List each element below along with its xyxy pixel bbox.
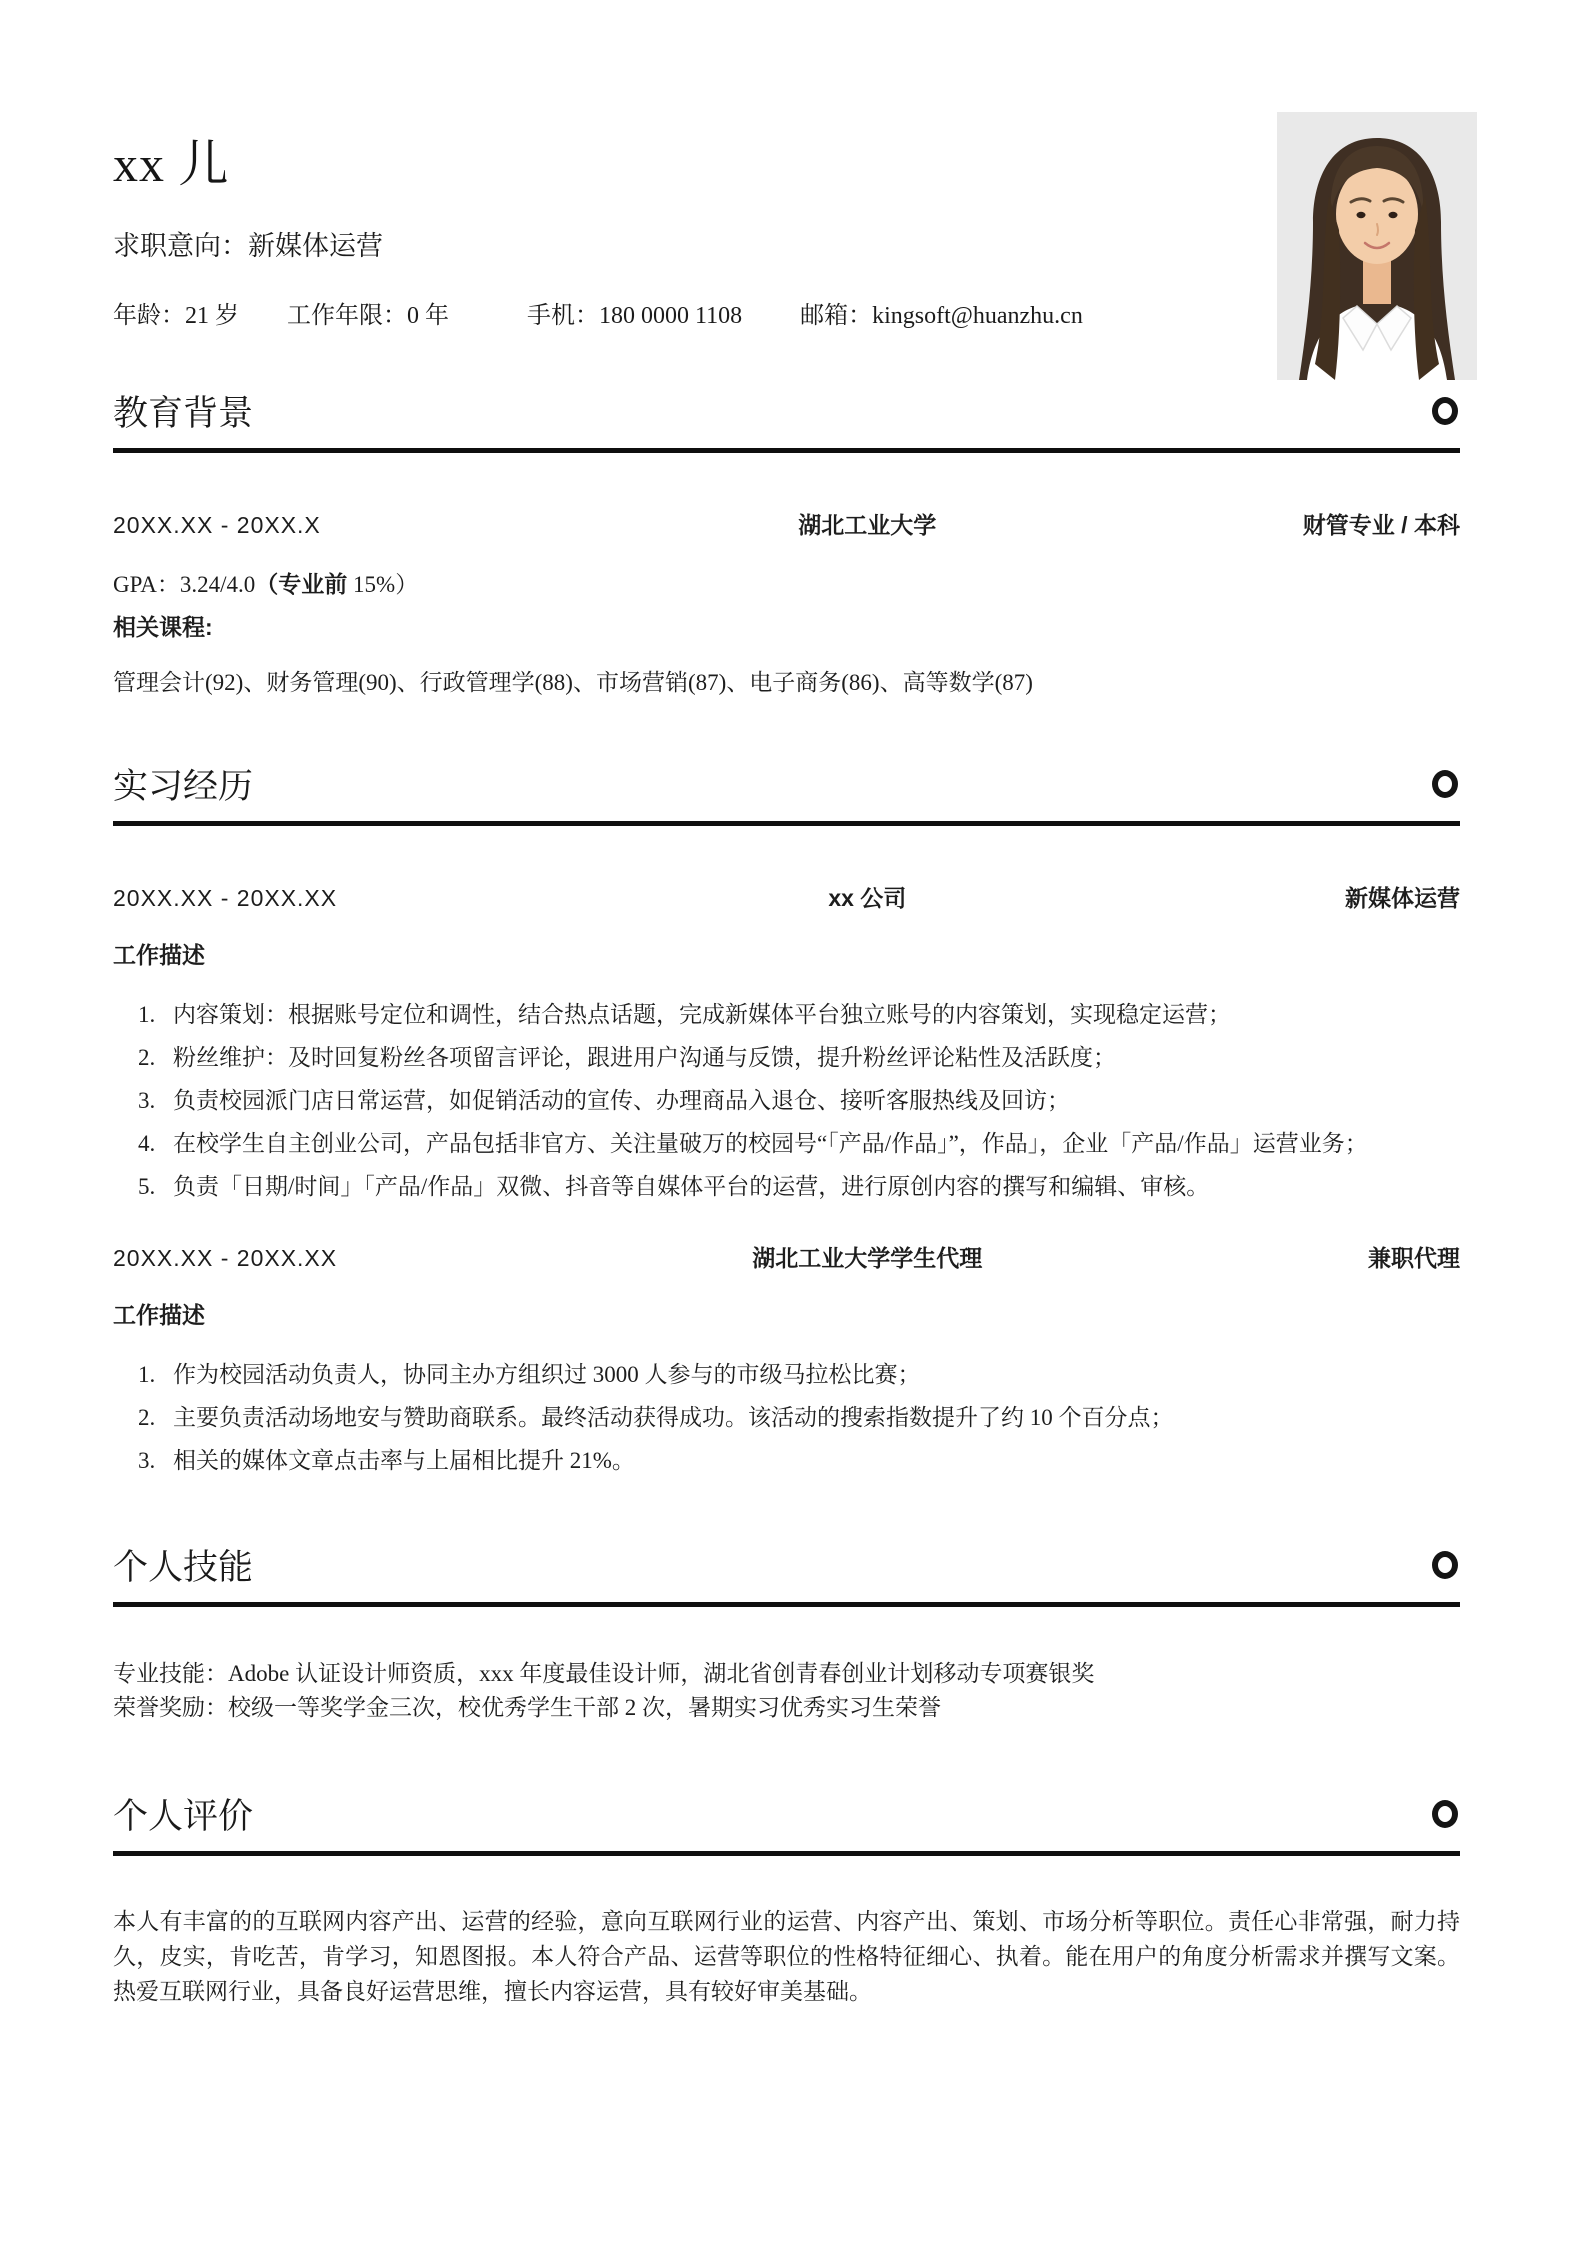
section-divider bbox=[113, 1602, 1460, 1607]
section-header-evaluation bbox=[113, 1789, 1460, 1839]
education-entry-row bbox=[113, 507, 1460, 540]
gpa-line bbox=[113, 566, 1460, 599]
circle-ring-icon bbox=[1432, 770, 1458, 798]
section-internship bbox=[113, 759, 1460, 1478]
duty-item: 1. 作为校园活动负责人，协同主办方组织过 3000 人参与的市级马拉松比赛； bbox=[161, 1358, 1460, 1392]
candidate-name: xx 儿 bbox=[113, 136, 230, 192]
section-divider bbox=[113, 448, 1460, 453]
circle-ring-icon bbox=[1432, 397, 1458, 425]
contact-email: 邮箱：kingsoft@huanzhu.cn bbox=[800, 302, 1083, 329]
duty-item: 5. 负责「日期/时间」「产品/作品」双微、抖音等自媒体平台的运营，进行原创内容的撰写和编辑、审核。 bbox=[161, 1170, 1460, 1204]
job-role: 兼职代理 bbox=[1367, 1244, 1460, 1271]
contact-experience: 工作年限：0 年 bbox=[287, 302, 449, 329]
section-title-evaluation: 个人评价 bbox=[113, 1796, 254, 1836]
section-header-skills bbox=[113, 1540, 1460, 1590]
job-description-label: 工作描述 bbox=[113, 941, 205, 968]
job-description-label: 工作描述 bbox=[113, 1301, 205, 1328]
gpa-value: GPA：3.24/4.0 bbox=[113, 571, 256, 597]
job-period: 20XX.XX - 20XX.XX bbox=[113, 884, 338, 911]
job-entry-row bbox=[113, 880, 1460, 913]
contact-phone: 手机：180 0000 1108 bbox=[527, 302, 743, 329]
duty-item: 2. 粉丝维护：及时回复粉丝各项留言评论，跟进用户沟通与反馈，提升粉丝评论粘性及活跃度； bbox=[161, 1041, 1460, 1075]
skills-text bbox=[113, 1657, 1460, 1725]
job-company: xx 公司 bbox=[828, 884, 907, 911]
gpa-rank-bold: （专业前 bbox=[255, 570, 348, 597]
skill-line-honors: 荣誉奖励：校级一等奖学金三次，校优秀学生干部 2 次，暑期实习优秀实习生荣誉 bbox=[113, 1694, 941, 1720]
section-title-internship: 实习经历 bbox=[113, 766, 254, 806]
education-period: 20XX.XX - 20XX.X bbox=[113, 511, 321, 538]
contact-line bbox=[113, 295, 1460, 330]
duty-item: 3. 相关的媒体文章点击率与上届相比提升 21%。 bbox=[161, 1444, 1460, 1478]
circle-ring-icon bbox=[1432, 1551, 1458, 1579]
section-header-education bbox=[113, 386, 1460, 436]
section-title-education: 教育背景 bbox=[113, 393, 254, 433]
duty-item: 3. 负责校园派门店日常运营，如促销活动的宣传、办理商品入退仓、接听客服热线及回访； bbox=[161, 1084, 1460, 1118]
section-title-skills: 个人技能 bbox=[113, 1547, 254, 1587]
section-evaluation bbox=[113, 1789, 1460, 2009]
duty-item: 2. 主要负责活动场地安与赞助商联系。最终活动获得成功。该活动的搜索指数提升了约 10 个百分点； bbox=[161, 1401, 1460, 1435]
job-company: 湖北工业大学学生代理 bbox=[752, 1244, 983, 1271]
job-duties-list bbox=[113, 998, 1460, 1204]
circle-ring-icon bbox=[1432, 1800, 1458, 1828]
job-period: 20XX.XX - 20XX.XX bbox=[113, 1244, 338, 1271]
duty-item: 4. 在校学生自主创业公司，产品包括非官方、关注量破万的校园号“「产品/作品」”，作品」，企业「产品/作品」运营业务； bbox=[161, 1127, 1460, 1161]
education-major-degree: 财管专业 / 本科 bbox=[1302, 511, 1460, 538]
education-school: 湖北工业大学 bbox=[798, 511, 937, 538]
duty-item: 1. 内容策划：根据账号定位和调性，结合热点话题，完成新媒体平台独立账号的内容策划，实现稳定运营； bbox=[161, 998, 1460, 1032]
gpa-rank-tail: 15%） bbox=[347, 571, 419, 597]
evaluation-paragraph: 本人有丰富的的互联网内容产出、运营的经验，意向互联网行业的运营、内容产出、策划、市场分析等职位。责任心非常强，耐力持久，皮实，肯吃苦，肯学习，知恩图报。本人符合产品、运营等职位的性格特征细心、执着。能在用户的角度分析需求并撰写文案。热爱互联网行业，具备良好运营思维，擅长内容运营，具有较好审美基础。 bbox=[113, 1908, 1460, 2004]
courses-list: 管理会计(92)、财务管理(90)、行政管理学(88)、市场营销(87)、电子商务(86)、高等数学(87) bbox=[113, 669, 1033, 695]
resume-header bbox=[113, 0, 1460, 330]
contact-age: 年龄：21 岁 bbox=[113, 302, 239, 329]
section-skills bbox=[113, 1540, 1460, 1725]
avatar-illustration bbox=[1277, 112, 1477, 380]
courses-label: 相关课程: bbox=[113, 613, 213, 640]
profile-photo bbox=[1277, 112, 1477, 380]
section-divider bbox=[113, 821, 1460, 826]
section-header-internship bbox=[113, 759, 1460, 809]
skill-line-professional: 专业技能：Adobe 认证设计师资质，xxx 年度最佳设计师，湖北省创青春创业计划移动专项赛银奖 bbox=[113, 1660, 1095, 1686]
job-intention: 求职意向：新媒体运营 bbox=[113, 230, 383, 261]
section-divider bbox=[113, 1851, 1460, 1856]
job-entry-row bbox=[113, 1240, 1460, 1273]
job-role: 新媒体运营 bbox=[1344, 884, 1460, 911]
job-duties-list bbox=[113, 1358, 1460, 1478]
section-education bbox=[113, 386, 1460, 697]
